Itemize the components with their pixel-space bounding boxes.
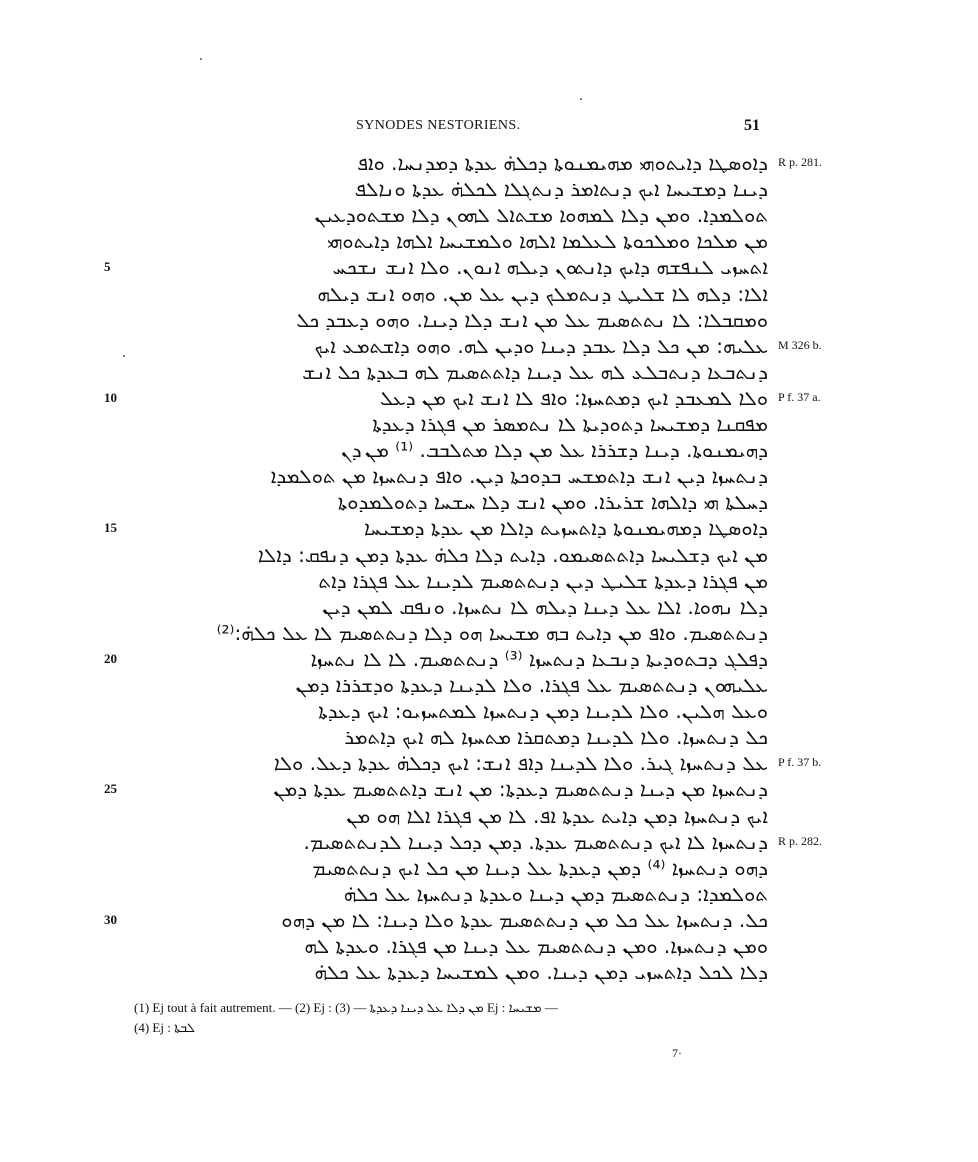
text-line: [128, 176, 768, 202]
page-number: 51: [744, 117, 760, 134]
syriac-line-text: ܕܢܬܬܣܝܡ. ܘܐܦ ܡܢ ܕܐܝܬ ܒܗ ܡܫܝܚܐ ܗܘ ܕܠܐ ܕܢܬܬܣܝܡ ܠܐ ܥܠ ܟܠܗ̇:⁽²⁾: [216, 620, 768, 645]
text-line: [128, 933, 768, 959]
footnote-line-1: (1) Ej tout à fait autrement. — (2) Ej : ܡܢ ܕܠܐ ܥܠ ܕܝܢܐ ܕܥܕܬܐ — (3) Ej : ܡܫܝܚܐ —: [134, 1000, 558, 1015]
line-number: 5: [104, 259, 111, 275]
syriac-line-text: ܐܠܐ: ܕܠܗ ܠܐ ܫܠܝܛ ܕܢܬܡܠܟ ܕܝܢ ܥܠ ܡܢ. ܘܗܘ ܐܢܫ ܕܝܠܗ: [317, 281, 768, 306]
text-line: [128, 228, 768, 254]
scan-dot: [200, 58, 202, 60]
text-line: [128, 202, 768, 228]
syriac-line-text: ܕܦܠܓ ܕܒܬܘܕܝܬܐ ܕܢܒܥܐ ܕܢܬܚܙܐ ⁽³⁾ ܕܢܬܬܣܝܡ. ܠܐ ܠܐ ܢܬܚܙܐ: [310, 646, 768, 671]
syriac-line-text: ܡܢ ܦܓܪܐ ܕܥܕܬܐ ܫܠܝܛ ܕܝܢ ܕܢܬܬܣܝܡ ܠܕܝܢܐ ܥܠ ܦܓܪܐ ܕܐܬ: [318, 568, 768, 593]
text-line: [104, 907, 768, 933]
syriac-line-text: ܘܡܢ ܕܢܬܚܙܐ. ܘܡܢ ܕܢܬܬܣܝܡ ܥܠ ܕܝܢܐ ܡܢ ܦܓܪܐ. ܘܥܕܬܐ ܠܗ: [304, 934, 768, 958]
footnote-line-2: (4) Ej : ܠܒܬܐ: [134, 1020, 196, 1035]
syriac-line-text: ܕܚܠܬܐ ܗܝ ܕܐܠܗܐ ܫܪܝܪܐ. ܘܡܢ ܐܢܫ ܕܠܐ ܚܫܚܐ ܕܬܘܠܡܕܘܬܐ: [337, 490, 768, 515]
line-number: 20: [104, 650, 117, 666]
text-line: [128, 594, 768, 620]
syriac-line-text: ܕܢܬܒܥܐ ܕܢܬܒܠܥ ܠܗ ܥܠ ܕܝܢܐ ܕܐܬܬܣܝܡ ܠܗ ܒܥܕܬܐ ܟܠ ܐܢܫ: [302, 359, 768, 384]
line-number: 30: [104, 911, 117, 927]
syriac-line-text: ܕܢܬܚܙܐ ܡܢ ܕܝܢܐ ܕܢܬܬܣܝܡ ܕܥܕܬܐ: ܡܢ ܐܢܫ ܕܐܬܬܣܝܡ ܥܕܬܐ ܕܡܢ: [273, 777, 768, 802]
syriac-line-text: ܕܢܬܚܙܐ ܠܐ ܐܝܟ ܕܢܬܬܣܝܡ ܥܕܬܐ. ܕܡܢ ܕܟܠ ܕܝܢܐ ܠܕܢܬܬܣܝܡ.: [303, 829, 768, 854]
text-line: [128, 855, 768, 881]
text-line: [104, 776, 768, 802]
syriac-line-text: ܕܠܐ ܢܗܘܐ. ܐܠܐ ܥܠ ܕܝܢܐ ܕܝܠܗ ܠܐ ܢܬܚܙܐ. ܘܢܦܩ ܠܡܢ ܕܝܢ: [322, 594, 768, 619]
text-line: [104, 515, 768, 541]
text-line: [128, 750, 822, 776]
page-header: [120, 118, 780, 140]
margin-reference: P f. 37 b.: [778, 755, 822, 770]
syriac-line-text: ܥܠܝܗ: ܡܢ ܟܠ ܕܠܐ ܥܒܕ ܕܝܢܐ ܘܕܝܢ ܠܗ. ܘܗܘ ܕܐܫܬܡܥ ܐܝܟ: [314, 333, 768, 358]
text-line: [128, 568, 768, 594]
syriac-line-text: ܬܘܠܡܕܐ. ܘܡܢ ܕܠܐ ܠܡܗܘܐ ܡܫܬܐܠ ܠܗܘܢ ܕܠܐ ܡܫܬܘܕܥܝܢ: [314, 203, 768, 228]
text-line: [128, 829, 823, 855]
syriac-line-text: ܘܥܠ ܗܠܝܢ. ܘܠܐ ܠܕܝܢܐ ܕܡܢ ܕܢܬܚܙܐ ܠܡܬܚܙܝܘ: ܐܝܟ ܕܥܕܬܐ: [318, 699, 768, 724]
text-line: [128, 672, 768, 698]
syriac-line-text: ܕܐܘܣܛܐ ܕܐܝܬܘܗܝ ܡܗܝܡܢܘܬܐ ܕܟܠܗ̇ ܥܕܬܐ ܕܡܕܢܚܐ. ܘܐܦ: [356, 151, 768, 175]
margin-reference: P f. 37 a.: [778, 389, 821, 404]
syriac-line-text: ܟܠ ܕܢܬܚܙܐ. ܘܠܐ ܠܕܝܢܐ ܕܡܬܩܪܐ ܡܬܚܙܐ ܠܗ ܐܝܟ ܕܐܬܡܪ: [344, 725, 768, 750]
syriac-line-text: ܘܠܐ ܠܡܥܒܕ ܐܝܟ ܕܡܬܚܙܐ: ܘܐܦ ܠܐ ܐܢܫ ܐܝܟ ܡܢ ܕܥܠ: [380, 385, 768, 410]
text-line: [128, 281, 768, 307]
text-line: [128, 542, 768, 568]
line-number: 25: [104, 781, 117, 797]
text-line: [128, 150, 823, 176]
syriac-line-text: ܕܗܝܡܢܘܬܐ. ܕܝܢܐ ܕܫܪܪܐ ܥܠ ܡܢ ܕܠܐ ܡܬܠܒܒ. ⁽¹⁾ ܡܢ ܕܢ: [340, 438, 768, 463]
text-line: [128, 724, 768, 750]
footnotes: [134, 998, 774, 1038]
syriac-line-text: ܐܬܚܙܝ ܠܢܦܫܗ ܕܐܝܟ ܕܐܢܬܘܢ ܕܝܠܗ ܐܢܘܢ. ܘܠܐ ܐܢܫ ܢܫܟܚ: [332, 255, 768, 280]
syriac-line-text: ܥܠ ܕܢܬܚܙܐ ܓܝܪ. ܘܠܐ ܠܕܝܢܐ ܕܐܦ ܐܢܫ: ܐܝܟ ܕܟܠܗ̇ ܥܕܬܐ ܕܥܠ. ܘܠܐ: [273, 751, 768, 776]
syriac-line-text: ܘܡܩܒܠܐ: ܠܐ ܢܬܬܣܝܡ ܥܠ ܡܢ ܐܢܫ ܕܠܐ ܕܝܢܐ. ܘܗܘ ܕܥܒܕ ܟܠ: [296, 307, 768, 332]
margin-reference: R p. 281.: [778, 155, 823, 169]
syriac-line-text: ܡܦܩܢܐ ܕܡܫܝܚܐ ܕܬܘܕܝܬܐ ܠܐ ܢܬܡܣܪ ܡܢ ܦܓܪܐ ܕܥܕܬܐ: [372, 412, 768, 436]
margin-reference: M 326 b.: [778, 337, 822, 352]
syriac-line-text: ܐܝܟ ܕܢܬܚܙܐ ܕܡܢ ܕܐܝܬ ܥܕܬܐ ܐܦ. ܠܐ ܡܢ ܦܓܪܐ ܐܠܐ ܗܘ ܡܢ: [346, 803, 768, 828]
text-line: [128, 437, 768, 463]
scan-dot: [580, 98, 582, 100]
text-line: [128, 489, 768, 515]
text-line: [128, 307, 768, 333]
text-line: [128, 698, 768, 724]
line-number: 15: [104, 520, 117, 536]
text-line: [104, 385, 821, 411]
syriac-line-text: ܕܝܢܐ ܕܡܫܝܚܐ ܐܝܟ ܕܢܬܐܡܪ ܕܢܬܓܠܐ ܠܟܠܗ̇ ܥܕܬܐ ܘܢܐܠܦ: [354, 177, 768, 202]
margin-reference: R p. 282.: [778, 833, 823, 848]
text-line: [104, 254, 768, 280]
signature-mark: 7·: [672, 1046, 682, 1060]
syriac-line-text: ܕܐܘܣܛܐ ܕܡܗܝܡܢܘܬܐ ܕܐܬܚܙܝܬ ܕܐܠܐ ܡܢ ܥܕܬܐ ܕܡܫܝܚܐ: [364, 516, 768, 541]
line-number: 10: [104, 389, 117, 405]
syriac-line-text: ܥܠܝܗܘܢ ܕܢܬܬܣܝܡ ܥܠ ܦܓܪܐ. ܘܠܐ ܠܕܝܢܐ ܕܥܕܬܐ ܘܕܫܪܪܐ ܕܡܢ: [295, 673, 768, 697]
syriac-line-text: ܡܢ ܡܠܟܐ ܘܡܠܟܘܬܐ ܠܥܠܡܐ ܐܠܗܐ ܘܠܡܫܝܚܐ ܐܠܗܐ ܕܐܝܬܘܗܝ: [327, 229, 768, 254]
text-line: [128, 620, 768, 646]
text-line: [104, 646, 768, 672]
text-line: [128, 881, 768, 907]
text-line: [128, 411, 768, 437]
syriac-line-text: ܕܢܬܚܙܐ ܕܝܢ ܐܢܫ ܕܐܬܡܫܚ ܒܕܘܟܬܐ ܕܝܢ. ܘܐܦ ܕܢܬܚܙܐ ܡܢ ܬܘܠܡܕܐ: [270, 464, 768, 489]
scan-dot: [123, 355, 125, 357]
syriac-line-text: ܕܗܘ ܕܢܬܚܙܐ ⁽⁴⁾ ܕܡܢ ܕܥܕܬܐ ܥܠ ܕܝܢܐ ܡܢ ܟܠ ܐܝܟ ܕܢܬܬܣܝܡ: [312, 855, 768, 880]
text-line: [128, 463, 768, 489]
text-line: [128, 959, 768, 985]
syriac-line-text: ܬܘܠܡܕܐ: ܕܢܬܬܣܝܡ ܕܡܢ ܕܝܢܐ ܘܥܕܬܐ ܕܢܬܚܙܐ ܥܠ ܟܠܗ̇: [343, 881, 768, 906]
syriac-line-text: ܡܢ ܐܝܟ ܕܫܠܝܚܐ ܕܐܬܬܣܝܡܘ. ܕܐܝܬ ܕܠܐ ܟܠܗ̇ ܥܕܬܐ ܕܡܢ ܕܢܦܩ: ܕܐܠܐ: [257, 542, 768, 567]
running-title: SYNODES NESTORIENS.: [356, 118, 521, 133]
text-line: [128, 333, 822, 359]
text-line: [128, 803, 768, 829]
syriac-line-text: ܟܠ. ܕܢܬܚܙܐ ܥܠ ܟܠ ܡܢ ܕܢܬܬܣܝܡ ܥܕܬܐ ܘܠܐ ܕܝܢܐ: ܠܐ ܡܢ ܕܗܘ: [281, 907, 768, 932]
syriac-line-text: ܕܠܐ ܠܟܠ ܕܐܬܚܙܝ ܕܡܢ ܕܝܢܐ. ܘܡܢ ܠܡܫܝܚܐ ܕܥܕܬܐ ܥܠ ܟܠܗ̇: [314, 960, 768, 985]
text-line: [128, 359, 768, 385]
